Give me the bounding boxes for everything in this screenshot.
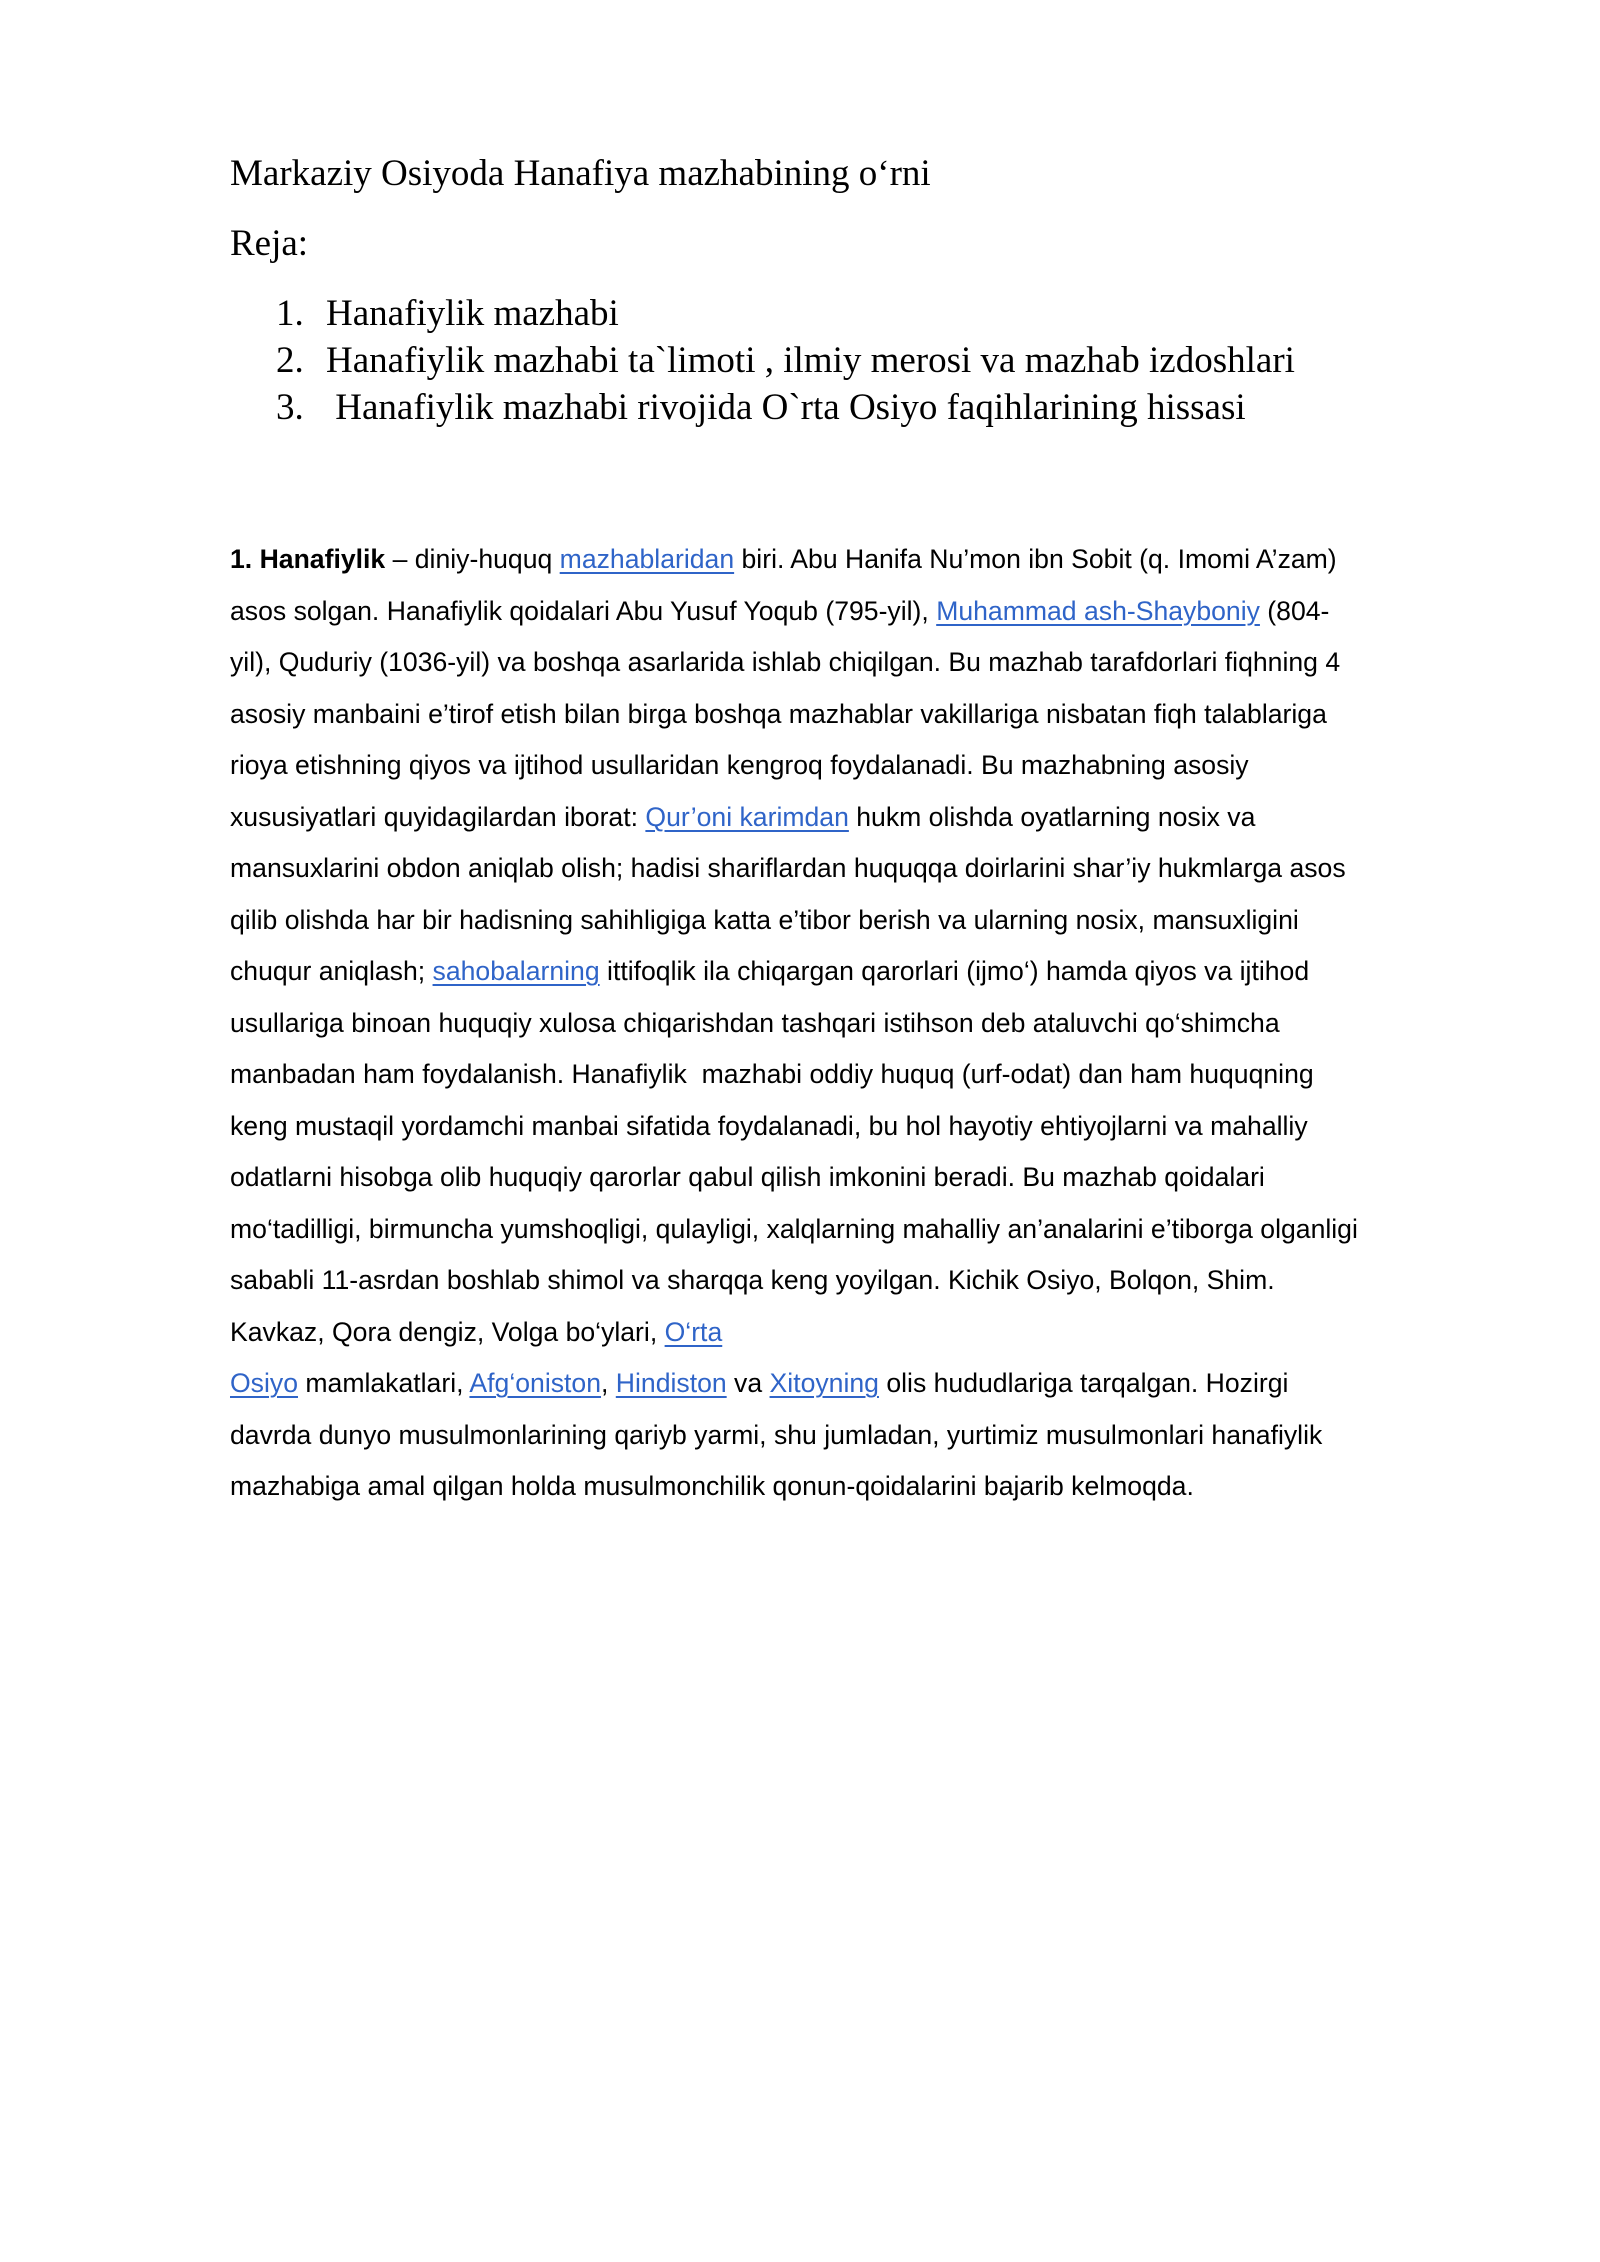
hyperlink[interactable]: Xitoyning <box>769 1368 879 1398</box>
paragraph-line <box>230 998 1500 1050</box>
text-run: mansuxlarini obdon aniqlab olish; hadisi shariflardan huquqqa doirlarini shar’iy hukmlarga asos <box>230 853 1346 883</box>
paragraph-line <box>230 946 1500 998</box>
paragraph-line <box>230 843 1500 895</box>
paragraph-line <box>230 534 1500 586</box>
text-run: odatlarni hisobga olib huquqiy qarorlar qabul qilish imkonini beradi. Bu mazhab qoidalari <box>230 1162 1265 1192</box>
hyperlink[interactable]: Hindiston <box>615 1368 727 1398</box>
plan-item <box>276 337 1295 384</box>
text-run: mamlakatlari, <box>297 1368 470 1398</box>
paragraph-line <box>230 1049 1500 1101</box>
section-lead: 1. Hanafiylik <box>230 544 386 574</box>
text-run: rioya etishning qiyos va ijtihod usullaridan kengroq foydalanadi. Bu mazhabning asosiy <box>230 750 1249 780</box>
paragraph-line <box>230 1358 1500 1410</box>
text-run: keng mustaqil yordamchi manbai sifatida foydalanadi, bu hol hayotiy ehtiyojlarni va mahalliy <box>230 1110 1308 1141</box>
text-run: qilib olishda har bir hadisning sahihligiga katta e’tibor berish va ularning nosix, mansuxligini <box>230 904 1299 935</box>
paragraph-line <box>230 740 1500 792</box>
hyperlink[interactable]: Afg‘oniston <box>469 1368 602 1398</box>
text-run: (804- <box>1259 595 1330 626</box>
text-run: hukm olishda oyatlarning nosix va <box>848 801 1256 832</box>
paragraph-line <box>230 1255 1500 1307</box>
plan-item-text: Hanafiylik mazhabi rivojida O`rta Osiyo faqihlarining hissasi <box>326 387 1246 428</box>
text-run: davrda dunyo musulmonlarining qariyb yarmi, shu jumladan, yurtimiz musulmonlari hanafiylik <box>230 1419 1323 1450</box>
text-run: mo‘tadilligi, birmuncha yumshoqligi, qulayligi, xalqlarning mahalliy an’analarini e’tiborga olganligi <box>230 1213 1358 1244</box>
text-run: chuqur aniqlash; <box>230 956 433 986</box>
paragraph-line <box>230 637 1500 689</box>
plan-item-number: 1. <box>276 293 304 334</box>
paragraph-line <box>230 689 1500 741</box>
plan-heading: Reja: <box>230 223 309 264</box>
plan-list <box>276 290 1295 431</box>
paragraph-line <box>230 1204 1500 1256</box>
hyperlink[interactable]: Osiyo <box>230 1368 298 1398</box>
hyperlink[interactable]: mazhablaridan <box>559 544 735 574</box>
hyperlink[interactable]: Qur’oni karimdan <box>645 801 849 832</box>
text-run: sababli 11-asrdan boshlab shimol va sharqqa keng yoyilgan. Kichik Osiyo, Bolqon, Shim. <box>230 1265 1275 1295</box>
paragraph-line <box>230 792 1500 844</box>
hyperlink[interactable]: Muhammad ash-Shayboniy <box>936 595 1260 626</box>
hyperlink[interactable]: O‘rta <box>664 1316 723 1347</box>
text-run: asos solgan. Hanafiylik qoidalari Abu Yusuf Yoqub (795-yil), <box>230 595 937 626</box>
plan-item-text: Hanafiylik mazhabi <box>326 293 619 334</box>
paragraph-line <box>230 586 1500 638</box>
paragraph-line <box>230 1307 1500 1359</box>
text-run: mazhabiga amal qilgan holda musulmonchilik qonun-qoidalarini bajarib kelmoqda. <box>230 1471 1194 1501</box>
section-1-paragraph <box>230 534 1500 1513</box>
text-run: biri. Abu Hanifa Nu’mon ibn Sobit (q. Imomi A’zam) <box>734 544 1337 574</box>
text-run: – diniy-huquq <box>385 544 560 574</box>
hyperlink[interactable]: sahobalarning <box>432 956 600 986</box>
text-run: , <box>601 1368 616 1398</box>
plan-item-text: Hanafiylik mazhabi ta`limoti , ilmiy merosi va mazhab izdoshlari <box>326 340 1295 381</box>
paragraph-line <box>230 895 1500 947</box>
text-run: usullariga binoan huquqiy xulosa chiqarishdan tashqari istihson deb ataluvchi qo‘shimcha <box>230 1007 1280 1038</box>
text-run: manbadan ham foydalanish. Hanafiylik mazhabi oddiy huquq (urf-odat) dan ham huquqning <box>230 1059 1314 1089</box>
plan-item <box>276 384 1295 431</box>
paragraph-line <box>230 1101 1500 1153</box>
paragraph-line <box>230 1461 1500 1513</box>
text-run: olis hududlariga tarqalgan. Hozirgi <box>878 1368 1289 1398</box>
plan-item-number: 2. <box>276 340 304 381</box>
document-title: Markaziy Osiyoda Hanafiya mazhabining o‘rni <box>230 153 931 194</box>
text-run: asosiy manbaini e’tirof etish bilan birga boshqa mazhablar vakillariga nisbatan fiqh talablariga <box>230 698 1327 729</box>
text-run: xususiyatlari quyidagilardan iborat: <box>230 801 646 832</box>
text-run: yil), Quduriy (1036-yil) va boshqa asarlarida ishlab chiqilgan. Bu mazhab tarafdorlari fiqhning 4 <box>230 647 1341 677</box>
text-run: ittifoqlik ila chiqargan qarorlari (ijmo‘) hamda qiyos va ijtihod <box>599 956 1310 986</box>
plan-item <box>276 290 1295 337</box>
text-run: va <box>726 1368 770 1398</box>
plan-item-number: 3. <box>276 387 304 428</box>
text-run: Kavkaz, Qora dengiz, Volga bo‘ylari, <box>230 1316 665 1347</box>
paragraph-line <box>230 1152 1500 1204</box>
paragraph-line <box>230 1410 1500 1462</box>
